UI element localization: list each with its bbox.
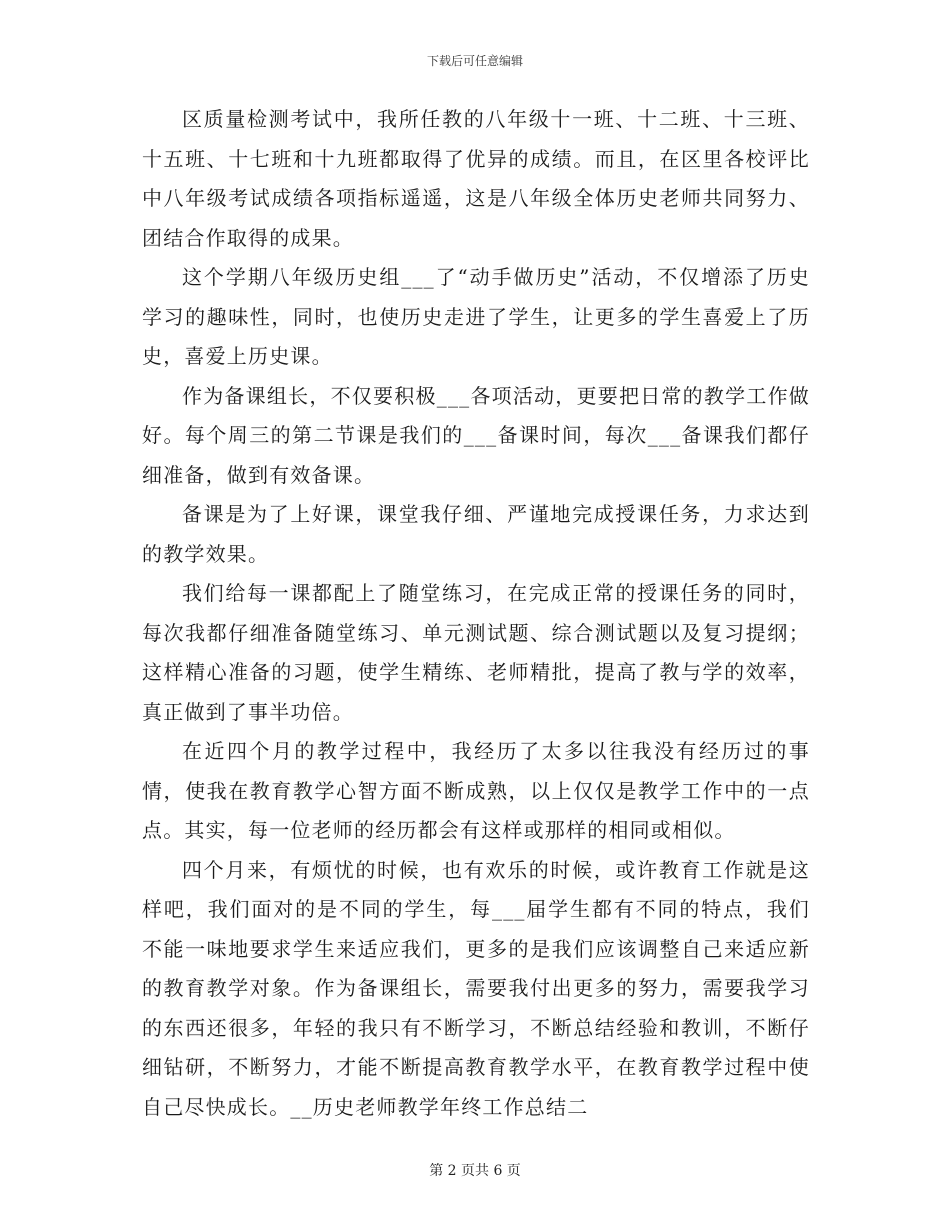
- paragraph-4: 备课是为了上好课，课堂我仔细、严谨地完成授课任务，力求达到的教学效果。: [142, 502, 810, 566]
- paragraph-7: 四个月来，有烦忧的时候，也有欢乐的时候，或许教育工作就是这样吧，我们面对的是不同的学生，每___届学生都有不同的特点，我们不能一味地要求学生来适应我们，更多的是我们应该调整自己来适应新的教育教学对象。作为备课组长，需要我付出更多的努力，需要我学习的东西还很多，年轻的我只有不断学习，不断总结经验和教训，不断仔细钻研，不断努力，才能不断提高教育教学水平，在教育教学过程中使自己尽快成长。__历史老师教学年终工作总结二: [142, 857, 810, 1119]
- paragraph-6: 在近四个月的教学过程中，我经历了太多以往我没有经历过的事情，使我在教育教学心智方面不断成熟，以上仅仅是教学工作中的一点点。其实，每一位老师的经历都会有这样或那样的相同或相似。: [142, 739, 810, 842]
- page-header: 下载后可任意编辑: [426, 54, 523, 68]
- paragraph-2: 这个学期八年级历史组___了“动手做历史”活动，不仅增添了历史学习的趣味性，同时，也使历史走进了学生，让更多的学生喜爱上了历史，喜爱上历史课。: [142, 265, 810, 368]
- document-body: [142, 100, 810, 1127]
- paragraph-5: 我们给每一课都配上了随堂练习，在完成正常的授课任务的同时，每次我都仔细准备随堂练习、单元测试题、综合测试题以及复习提纲；这样精心准备的习题，使学生精练、老师精批，提高了教与学的效率，真正做到了事半功倍。: [142, 581, 810, 724]
- paragraph-1: 区质量检测考试中，我所任教的八年级十一班、十二班、十三班、十五班、十七班和十九班都取得了优异的成绩。而且，在区里各校评比中八年级考试成绩各项指标遥遥，这是八年级全体历史老师共同努力、团结合作取得的成果。: [142, 107, 810, 250]
- paragraph-3: 作为备课组长，不仅要积极___各项活动，更要把日常的教学工作做好。每个周三的第二节课是我们的___备课时间，每次___备课我们都仔细准备，做到有效备课。: [142, 383, 810, 487]
- page-number-footer: 第 2 页共 6 页: [429, 1163, 521, 1179]
